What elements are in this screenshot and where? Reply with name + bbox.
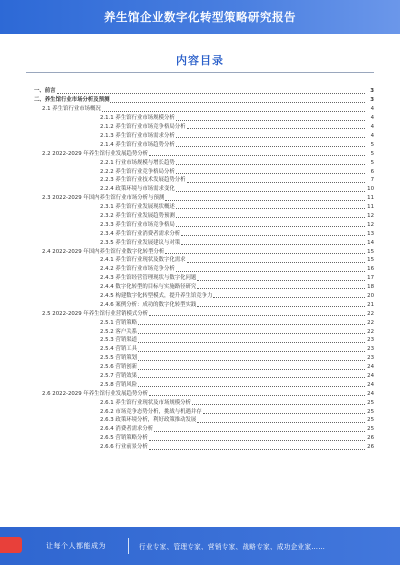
toc-leader-dots xyxy=(57,93,365,94)
toc-entry[interactable] xyxy=(26,95,374,104)
toc-leader-dots xyxy=(102,111,365,112)
toc-leader-dots xyxy=(138,324,365,325)
toc-entry-page: 23 xyxy=(367,355,374,362)
toc-entry-label: 2.3 2022-2029 年国内养生馆行业市场分析与预测 xyxy=(42,195,165,202)
toc-leader-dots xyxy=(138,386,365,387)
toc-title: 内容目录 xyxy=(176,54,224,67)
toc-leader-dots xyxy=(138,333,365,334)
toc-leader-dots xyxy=(149,155,365,156)
footer-tagline: 行业专家、管理专家、营销专家、战略专家、成功企业家…… xyxy=(139,543,326,551)
toc-leader-dots xyxy=(176,217,365,218)
toc-leader-dots xyxy=(176,137,365,138)
toc-leader-dots xyxy=(192,404,365,405)
toc-entry-label: 2.3.1 养生馆行业发展现状概述 xyxy=(100,204,175,211)
toc-entry-label: 2.6.6 行业前景分析 xyxy=(100,444,148,451)
toc-entry[interactable] xyxy=(26,113,374,122)
toc-entry-label: 2.4.3 养生馆经营管理现状与数字化问题 xyxy=(100,275,197,282)
toc-entry-label: 2.1.4 养生馆行业市场趋势分析 xyxy=(100,141,175,148)
toc-entry-label: 一、前言 xyxy=(34,88,56,95)
toc-entry-page: 6 xyxy=(370,168,374,175)
toc-entry[interactable] xyxy=(26,264,374,273)
toc-leader-dots xyxy=(138,369,365,370)
toc-entry[interactable] xyxy=(26,104,374,113)
toc-entry-page: 23 xyxy=(367,346,374,353)
toc-entry-page: 22 xyxy=(367,310,374,317)
toc-entry[interactable] xyxy=(26,308,374,317)
toc-entry-label: 2.6.5 营销策略分析 xyxy=(100,435,148,442)
toc-leader-dots xyxy=(197,288,365,289)
toc-entry-page: 20 xyxy=(367,292,374,299)
toc-entry-label: 2.3.5 养生馆行业发展建议与对策 xyxy=(100,239,181,246)
toc-entry-label: 2.5.7 营销效果 xyxy=(100,372,137,379)
toc-leader-dots xyxy=(165,253,365,254)
toc-entry[interactable] xyxy=(26,371,374,380)
toc-entry[interactable] xyxy=(26,290,374,299)
toc-leader-dots xyxy=(213,297,365,298)
toc-entry[interactable] xyxy=(26,193,374,202)
toc-entry-label: 2.5.3 营销渠道 xyxy=(100,337,137,344)
toc-entry[interactable] xyxy=(26,122,374,131)
toc-entry-page: 5 xyxy=(370,150,374,157)
toc-entry-page: 17 xyxy=(367,275,374,282)
toc-leader-dots xyxy=(110,102,365,103)
toc-leader-dots xyxy=(187,262,365,263)
toc-leader-dots xyxy=(138,342,365,343)
toc-entry[interactable] xyxy=(26,415,374,424)
toc-entry-label: 2.6.4 消费者需求分析 xyxy=(100,426,154,433)
toc-entry[interactable] xyxy=(26,210,374,219)
toc-entry-label: 2.2.2 养生馆行业竞争格局分析 xyxy=(100,168,175,175)
toc-entry[interactable] xyxy=(26,388,374,397)
toc-entry-label: 2.1.1 养生馆行业市场规模分析 xyxy=(100,115,175,122)
footer-banner xyxy=(0,527,400,565)
toc-entry[interactable] xyxy=(26,406,374,415)
toc-entry-label: 2.5.2 客户关系 xyxy=(100,328,137,335)
toc-entry-label: 2.4.4 数字化转型的目标与实施路径研究 xyxy=(100,284,197,291)
toc-leader-dots xyxy=(176,164,365,165)
toc-entry-page: 15 xyxy=(367,248,374,255)
toc-entry-label: 2.4.6 案例分析：成功的数字化转型实践 xyxy=(100,301,197,308)
toc-leader-dots xyxy=(181,244,365,245)
toc-entry-page: 12 xyxy=(367,212,374,219)
toc-entry-label: 2.5.6 营销创新 xyxy=(100,364,137,371)
toc-entry-label: 2.5.4 营销工具 xyxy=(100,346,137,353)
toc-entry[interactable] xyxy=(26,148,374,157)
toc-entry-label: 2.5.1 营销策略 xyxy=(100,319,137,326)
toc-entry-page: 4 xyxy=(370,115,374,122)
toc-entry[interactable] xyxy=(26,379,374,388)
toc-entry-label: 2.4.1 养生馆行业现状及数字化需求 xyxy=(100,257,186,264)
toc-entry[interactable] xyxy=(26,353,374,362)
toc-entry[interactable] xyxy=(26,282,374,291)
toc-leader-dots xyxy=(203,413,365,414)
toc-leader-dots xyxy=(149,440,365,441)
toc-leader-dots xyxy=(176,226,365,227)
toc-entry-page: 5 xyxy=(370,141,374,148)
toc-entry-label: 2.5.8 营销风险 xyxy=(100,381,137,388)
toc-entry[interactable] xyxy=(26,139,374,148)
toc-entry-label: 2.2.1 行业市场规模与增长趋势 xyxy=(100,159,175,166)
toc-entry-label: 2.3.3 养生馆行业市场竞争格局 xyxy=(100,221,175,228)
toc-leader-dots xyxy=(181,235,365,236)
toc-entry[interactable] xyxy=(26,424,374,433)
toc-leader-dots xyxy=(138,351,365,352)
toc-entry-label: 2.3.4 养生馆行业消费者需求分析 xyxy=(100,230,181,237)
toc-entry[interactable] xyxy=(26,202,374,211)
footer-separator xyxy=(128,538,129,554)
toc-entry-label: 2.2.3 养生馆行业技术发展趋势分析 xyxy=(100,177,186,184)
toc-entry[interactable] xyxy=(26,184,374,193)
toc-entry[interactable] xyxy=(26,237,374,246)
toc-entry[interactable] xyxy=(26,317,374,326)
toc-leader-dots xyxy=(154,431,365,432)
toc-entry-page: 26 xyxy=(367,444,374,451)
toc-entry[interactable] xyxy=(26,130,374,139)
toc-entry-page: 22 xyxy=(367,328,374,335)
toc-entry-page: 24 xyxy=(367,364,374,371)
toc-list xyxy=(26,86,374,451)
toc-entry-label: 2.6 2022-2029 年养生馆行业发展趋势分析 xyxy=(42,390,149,397)
toc-entry-page: 24 xyxy=(367,372,374,379)
toc-entry-label: 2.2.4 政策环境与市场需求变化 xyxy=(100,186,175,193)
toc-entry-page: 25 xyxy=(367,417,374,424)
toc-entry[interactable] xyxy=(26,326,374,335)
toc-entry-label: 2.5 2022-2029 年养生馆行业营销模式分析 xyxy=(42,310,149,317)
toc-entry-page: 3 xyxy=(370,97,374,104)
toc-leader-dots xyxy=(176,120,365,121)
toc-entry[interactable] xyxy=(26,219,374,228)
toc-entry-label: 2.6.2 市场竞争态势分析，挑战与机遇并存 xyxy=(100,408,202,415)
report-header xyxy=(0,0,400,34)
toc-entry-label: 2.1.3 养生馆行业市场需求分析 xyxy=(100,132,175,139)
toc-entry[interactable] xyxy=(26,86,374,95)
toc-entry-label: 2.3.2 养生馆行业发展趋势预测 xyxy=(100,212,175,219)
toc-entry-label: 2.6.3 政策环境分析，利好政策推动发展 xyxy=(100,417,197,424)
toc-entry[interactable] xyxy=(26,362,374,371)
toc-entry[interactable] xyxy=(26,166,374,175)
toc-entry-label: 二、养生馆行业市场分析及预测 xyxy=(34,97,110,104)
footer-accent-tab xyxy=(0,537,22,553)
toc-entry-page: 25 xyxy=(367,408,374,415)
toc-entry[interactable] xyxy=(26,157,374,166)
toc-leader-dots xyxy=(187,182,365,183)
toc-leader-dots xyxy=(176,208,365,209)
toc-entry-page: 4 xyxy=(370,124,374,131)
toc-leader-dots xyxy=(149,449,365,450)
toc-leader-dots xyxy=(165,200,365,201)
toc-entry[interactable] xyxy=(26,246,374,255)
toc-entry-page: 4 xyxy=(370,106,374,113)
footer-slogan: 让每个人都能成为 xyxy=(46,542,106,550)
toc-entry-page: 15 xyxy=(367,257,374,264)
toc-entry-page: 5 xyxy=(370,159,374,166)
toc-entry-page: 21 xyxy=(367,301,374,308)
toc-entry-label: 2.6.1 养生馆行业现状及市场规模分析 xyxy=(100,399,191,406)
toc-entry-page: 11 xyxy=(367,204,374,211)
toc-entry-label: 2.4.5 构建数字化转型模式，提升养生馆竞争力 xyxy=(100,292,213,299)
toc-entry-page: 14 xyxy=(367,239,374,246)
report-title: 养生馆企业数字化转型策略研究报告 xyxy=(104,10,296,24)
toc-entry-label: 2.4.2 养生馆行业市场竞争分析 xyxy=(100,266,175,273)
toc-entry-label: 2.1 养生馆行业市场概况 xyxy=(42,106,101,113)
toc-entry-label: 2.4 2022-2029 年国内养生馆行业数字化转型分析 xyxy=(42,248,165,255)
toc-entry-page: 4 xyxy=(370,132,374,139)
toc-entry-page: 7 xyxy=(370,177,374,184)
toc-entry-page: 18 xyxy=(367,284,374,291)
toc-entry[interactable] xyxy=(26,273,374,282)
toc-entry-page: 23 xyxy=(367,337,374,344)
toc-entry[interactable] xyxy=(26,228,374,237)
toc-leader-dots xyxy=(176,173,365,174)
toc-leader-dots xyxy=(197,306,365,307)
toc-entry[interactable] xyxy=(26,397,374,406)
toc-entry-label: 2.2 2022-2029 年养生馆行业发展趋势分析 xyxy=(42,150,149,157)
toc-entry-page: 11 xyxy=(367,195,374,202)
toc-entry-page: 25 xyxy=(367,426,374,433)
toc-entry[interactable] xyxy=(26,175,374,184)
toc-leader-dots xyxy=(138,377,365,378)
toc-entry-label: 2.1.2 养生馆行业市场竞争格局分析 xyxy=(100,124,186,131)
toc-leader-dots xyxy=(138,360,365,361)
toc-entry-page: 25 xyxy=(367,399,374,406)
toc-leader-dots xyxy=(187,128,365,129)
toc-entry[interactable] xyxy=(26,335,374,344)
toc-leader-dots xyxy=(176,146,365,147)
toc-entry-page: 26 xyxy=(367,435,374,442)
toc-entry-page: 22 xyxy=(367,319,374,326)
toc-entry-page: 3 xyxy=(370,88,374,95)
toc-entry[interactable] xyxy=(26,433,374,442)
toc-leader-dots xyxy=(176,271,365,272)
toc-divider xyxy=(26,72,374,73)
toc-entry-page: 13 xyxy=(367,230,374,237)
toc-entry[interactable] xyxy=(26,299,374,308)
toc-leader-dots xyxy=(197,422,365,423)
toc-leader-dots xyxy=(176,191,365,192)
toc-entry[interactable] xyxy=(26,442,374,451)
toc-entry[interactable] xyxy=(26,255,374,264)
toc-entry-page: 24 xyxy=(367,390,374,397)
toc-leader-dots xyxy=(149,395,365,396)
toc-leader-dots xyxy=(197,280,365,281)
toc-entry-page: 10 xyxy=(367,186,374,193)
toc-entry-page: 24 xyxy=(367,381,374,388)
toc-entry-page: 16 xyxy=(367,266,374,273)
toc-entry-page: 12 xyxy=(367,221,374,228)
toc-entry[interactable] xyxy=(26,344,374,353)
toc-entry-label: 2.5.5 营销策划 xyxy=(100,355,137,362)
toc-leader-dots xyxy=(149,315,365,316)
